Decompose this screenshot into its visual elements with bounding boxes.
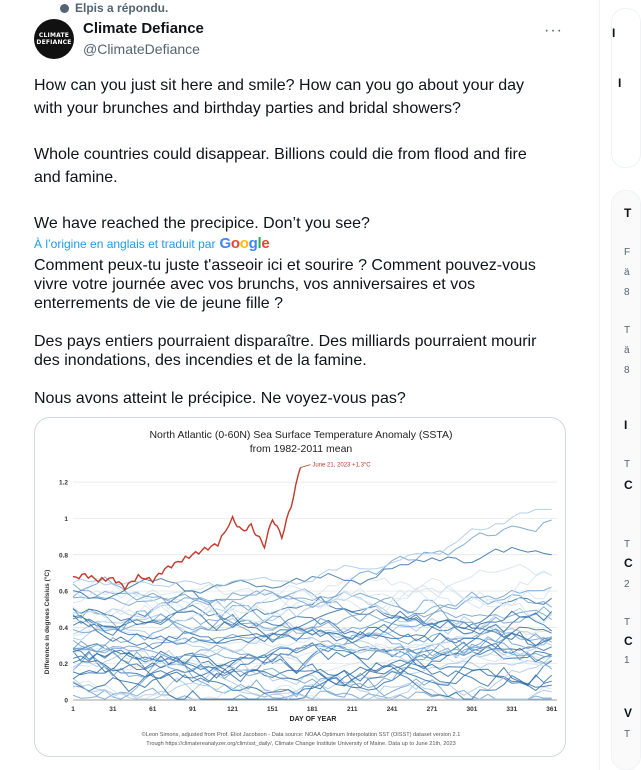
chart-title: North Atlantic (0-60N) Sea Surface Temperature Anomaly (SSTA) xyxy=(149,429,453,441)
translated-text-line: Nous avons atteint le précipice. Ne voyez-vous pas? xyxy=(34,390,406,407)
user-icon xyxy=(60,4,69,13)
tweet-text xyxy=(34,74,564,235)
x-tick-label: 61 xyxy=(149,706,157,713)
x-tick-label: 241 xyxy=(386,706,398,713)
y-tick-label: 0 xyxy=(64,697,68,705)
tweet-text-line: with your brunches and birthday parties and bridal showers? xyxy=(34,100,461,117)
x-tick-label: 121 xyxy=(227,706,238,713)
sidebar-clipped-text: T xyxy=(624,325,631,336)
chart-annotation: June 21, 2023 +1.3°C xyxy=(312,462,371,469)
chart-footer-line: Trough https://climatereanalyzer.org/clim/sst_daily/, Climate Change Institute University of Maine. Data up to June 21th, 2023 xyxy=(146,741,456,747)
avatar[interactable] xyxy=(34,19,74,59)
sidebar-clipped-text: 1 xyxy=(624,655,630,666)
translated-text-line: des inondations, des incendies et de la famine. xyxy=(34,352,367,369)
series-2023-line xyxy=(73,468,300,590)
sidebar-clipped-text: T xyxy=(624,459,631,470)
y-tick-label: 0.8 xyxy=(58,552,68,560)
background-series xyxy=(73,509,552,699)
sidebar-clipped-text: C xyxy=(624,478,633,492)
translation-label: À l’origine en anglais et traduit par xyxy=(34,236,216,251)
x-tick-label: 1 xyxy=(71,706,75,713)
author-name[interactable]: Climate Defiance xyxy=(83,20,204,37)
more-options-icon[interactable]: ··· xyxy=(544,22,563,39)
sidebar-clipped-text: T xyxy=(624,729,631,740)
social-context-label: Elpis a répondu. xyxy=(75,1,169,15)
paragraph-gap xyxy=(34,189,564,212)
background-series-line xyxy=(73,565,552,611)
sidebar-clipped-text: V xyxy=(624,706,633,720)
translated-text-line: Comment peux-tu juste t'asseoir ici et sourire ? Comment pouvez-vous xyxy=(34,257,536,274)
google-logo: Google xyxy=(219,235,270,252)
y-tick-label: 1.2 xyxy=(58,479,68,487)
y-tick-label: 0.6 xyxy=(58,588,68,596)
sidebar-clipped-text: T xyxy=(624,617,631,628)
translated-text xyxy=(34,256,574,408)
x-tick-label: 271 xyxy=(426,706,438,713)
sidebar-clipped-text: C xyxy=(624,634,633,648)
x-axis-label: DAY OF YEAR xyxy=(289,716,337,723)
sidebar-clipped-text: I xyxy=(624,418,628,432)
paragraph-gap xyxy=(34,120,564,143)
sidebar-clipped-text: 8 xyxy=(624,365,630,376)
y-axis-label: Difference in degrees Celsius (°C) xyxy=(44,569,51,675)
y-tick-label: 0.2 xyxy=(58,661,68,669)
chart-ticks xyxy=(59,480,558,713)
right-sidebar xyxy=(601,0,633,770)
sidebar-clipped-text: 8 xyxy=(624,287,630,298)
avatar-text-1: CLIMATE xyxy=(38,32,70,39)
x-tick-label: 91 xyxy=(189,706,197,713)
sidebar-clipped-text: F xyxy=(624,247,631,258)
tweet-text-line: We have reached the precipice. Don’t you see? xyxy=(34,215,370,232)
tweet-text-line: How can you just sit here and smile? How can you go about your day xyxy=(34,77,525,94)
tweet-text-line: and famine. xyxy=(34,169,118,186)
paragraph-gap xyxy=(34,370,574,389)
sst-anomaly-chart xyxy=(35,418,567,758)
x-tick-label: 331 xyxy=(506,706,518,713)
social-context[interactable] xyxy=(57,0,168,16)
sidebar-clipped-text: I xyxy=(612,26,616,40)
sidebar-clipped-text: ä xyxy=(624,345,630,356)
background-series-line xyxy=(73,509,552,587)
x-tick-label: 31 xyxy=(109,706,117,713)
sidebar-clipped-text: T xyxy=(624,539,631,550)
author-block xyxy=(83,20,204,58)
paragraph-gap xyxy=(34,313,574,332)
sidebar-clipped-text: 2 xyxy=(624,579,630,590)
sidebar-clipped-text: C xyxy=(624,556,633,570)
x-tick-label: 211 xyxy=(346,706,358,713)
x-tick-label: 361 xyxy=(546,706,558,713)
x-tick-label: 301 xyxy=(466,706,478,713)
y-tick-label: 1 xyxy=(64,515,68,523)
chart-subtitle: from 1982-2011 mean xyxy=(249,443,353,455)
translated-text-line: enterrements de vie de jeune fille ? xyxy=(34,295,284,312)
tweet-media-chart[interactable] xyxy=(34,417,566,757)
chart-footer-line: ©Leon Simons, adjusted from Prof. Eliot Jacobson - Data source: NOAA Optimum Interpolation SST (OISST) dataset version 2.1 xyxy=(141,732,461,738)
x-tick-label: 181 xyxy=(306,706,318,713)
translated-text-line: vivre votre journée avec vos brunchs, vos anniversaires et vos xyxy=(34,276,476,293)
y-tick-label: 0.4 xyxy=(58,624,68,632)
sidebar-clipped-text: I xyxy=(618,76,622,90)
sidebar-clipped-text: T xyxy=(624,206,632,220)
annotation-leader xyxy=(300,465,310,468)
author-handle[interactable]: @ClimateDefiance xyxy=(83,41,200,57)
x-tick-label: 151 xyxy=(267,706,278,713)
sidebar-search-card[interactable] xyxy=(611,8,641,168)
tweet-text-line: Whole countries could disappear. Billions could die from flood and fire xyxy=(34,146,527,163)
avatar-text-2: DEFIANCE xyxy=(36,39,72,46)
sidebar-clipped-text: ä xyxy=(624,267,630,278)
translation-attribution[interactable] xyxy=(34,235,269,252)
translated-text-line: Des pays entiers pourraient disparaître. Des milliards pourraient mourir xyxy=(34,333,537,350)
